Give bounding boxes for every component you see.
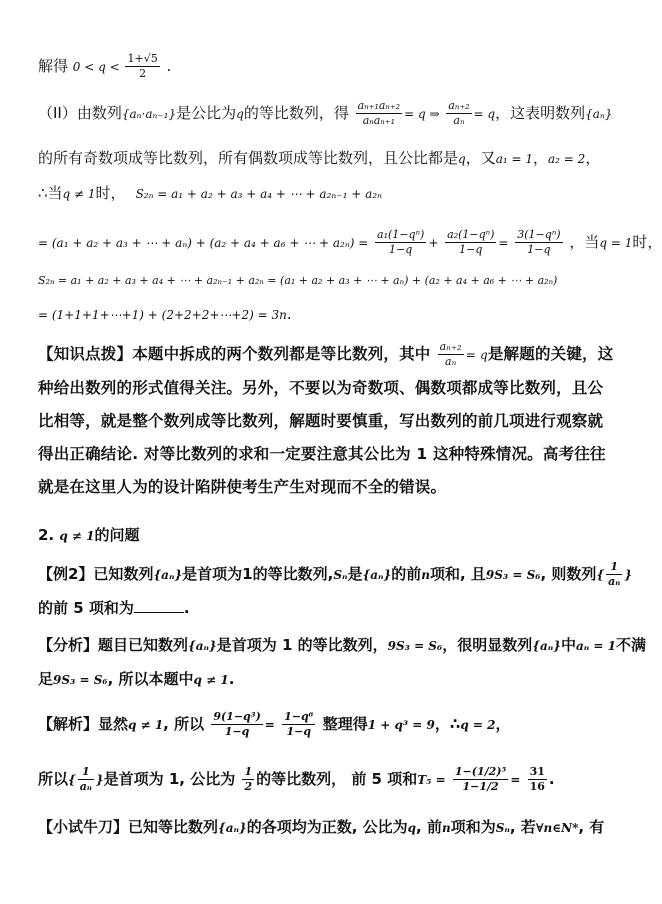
example-2-statement: 【例2】已知数列{aₙ}是首项为1的等比数列,Sₙ是{aₙ}的前n项和, 且9S₃ = S₆, 则数列{ $\frac{1}{\text{aₙ}}$ } xyxy=(38,560,633,588)
section-heading: 2. q ≠ 1的问题 xyxy=(38,526,140,544)
practice-problem: 【小试牛刀】已知等比数列{aₙ}的各项均为正数, 公比为q, 前n项和为Sₙ, 若∀n∈N*, 有 xyxy=(38,818,605,836)
fraction: $\frac{\text{a₁(1−qⁿ)}}{1-q}$ xyxy=(377,228,425,256)
fraction: $\frac{1+√5}{2}$ xyxy=(127,52,158,80)
fraction: $\frac{1}{\text{aₙ}}$ xyxy=(79,765,92,793)
fraction: $\frac{1}{\text{aₙ}}$ xyxy=(608,560,621,588)
knowledge-tip-paragraph: 【知识点拨】本题中拆成的两个数列都是等比数列，其中 $\frac{\text{aₙ₊₂}}{\text{aₙ}}$ = q是解题的关键，这种给出数列的形式值得关注。另外，不要以为奇数项、偶数项都成等比数列，且公比相等，就是整个数列成等比数列，解题时要慎重，写出数列的前几项进行观察就得出正确结论. 对等比数列的求和一定要注意其公比为 1 这种特殊情况。高考往往就是在这里人为的设计陷阱使考生产生对现而不全的错误。 xyxy=(38,340,614,496)
line-case-q-ne-1: ∴当q ≠ 1时， S₂ₙ = a₁ + a₂ + a₃ + a₄ + ⋯ + a₂ₙ₋₁ + a₂ₙ xyxy=(38,184,382,202)
line-part-ii: （II）由数列{aₙ·aₙ₋₁}是公比为q的等比数列，得 $\frac{\text{aₙ₊₁aₙ₊₂}}{\text{aₙaₙ₊₁}}$ = q ⇒ $\frac{\text{aₙ₊₂}}{\text{aₙ}}$ = q，这表明数列{aₙ} xyxy=(38,99,613,127)
fraction: $\frac{\text{aₙ₊₂}}{\text{aₙ}}$ xyxy=(439,340,462,368)
fraction: $\frac{\text{a₂(1−qⁿ)}}{1-q}$ xyxy=(447,228,495,256)
fraction: $\frac{31}{16}$ xyxy=(529,765,545,793)
fraction: $\frac{1}{2}$ xyxy=(244,765,253,793)
analysis-line-2: 足9S₃ = S₆, 所以本题中q ≠ 1. xyxy=(38,670,235,688)
answer-blank xyxy=(134,598,184,613)
fraction: $\frac{\text{9(1−q³)}}{1-q}$ xyxy=(213,710,261,738)
line-sum-formula: = (a₁ + a₂ + a₃ + ⋯ + aₙ) + (a₂ + a₄ + a₆ + ⋯ + a₂ₙ) = $\frac{\text{a₁(1−qⁿ)}}{1-q}$ + $\frac{\text{a₂(1−qⁿ)}}{1-q}$ = $\frac{\text{3(1−qⁿ)}}{1-q}$ ，当q = 1时， xyxy=(38,228,662,256)
fraction: $\frac{\text{1−q⁶}}{1-q}$ xyxy=(284,710,314,738)
example-2-question: 的前 5 项和为 . xyxy=(38,599,190,617)
fraction: $\frac{\text{1−(1/2)⁵}}{1-1/2}$ xyxy=(454,765,507,793)
solution-line-1: 【解析】显然q ≠ 1, 所以 $\frac{\text{9(1−q³)}}{1-q}$ = $\frac{\text{1−q⁶}}{1-q}$ 整理得1 + q³ = 9，∴q = 2， xyxy=(38,710,511,738)
line-sum-result: = (1+1+1+⋯+1) + (2+2+2+⋯+2) = 3n. xyxy=(38,305,292,323)
line-solution-range: 解得 0 < q < $\frac{1+√5}{2}$ . xyxy=(38,52,172,80)
fraction: $\frac{\text{aₙ₊₁aₙ₊₂}}{\text{aₙaₙ₊₁}}$ xyxy=(357,99,401,127)
fraction: $\frac{\text{aₙ₊₂}}{\text{aₙ}}$ xyxy=(448,99,470,127)
line-sum-q-eq-1: S₂ₙ = a₁ + a₂ + a₃ + a₄ + ⋯ + a₂ₙ₋₁ + a₂ₙ = (a₁ + a₂ + a₃ + ⋯ + aₙ) + (a₂ + a₄ + a₆ + ⋯ + a₂ₙ) xyxy=(38,274,558,287)
analysis-line-1: 【分析】题目已知数列{aₙ}是首项为 1 的等比数列，9S₃ = S₆，很明显数列{aₙ}中aₙ = 1不满 xyxy=(38,636,647,654)
solution-line-2: 所以{ $\frac{1}{\text{aₙ}}$ }是首项为 1, 公比为 $\frac{1}{2}$ 的等比数列， 前 5 项和T₅ = $\frac{\text{1−(1/2)⁵}}{1-1/2}$ = $\frac{31}{16}$ . xyxy=(38,765,555,793)
fraction: $\frac{\text{3(1−qⁿ)}}{1-q}$ xyxy=(517,228,561,256)
line-odd-even: 的所有奇数项成等比数列，所有偶数项成等比数列，且公比都是q，又a₁ = 1，a₂ = 2， xyxy=(38,149,601,167)
